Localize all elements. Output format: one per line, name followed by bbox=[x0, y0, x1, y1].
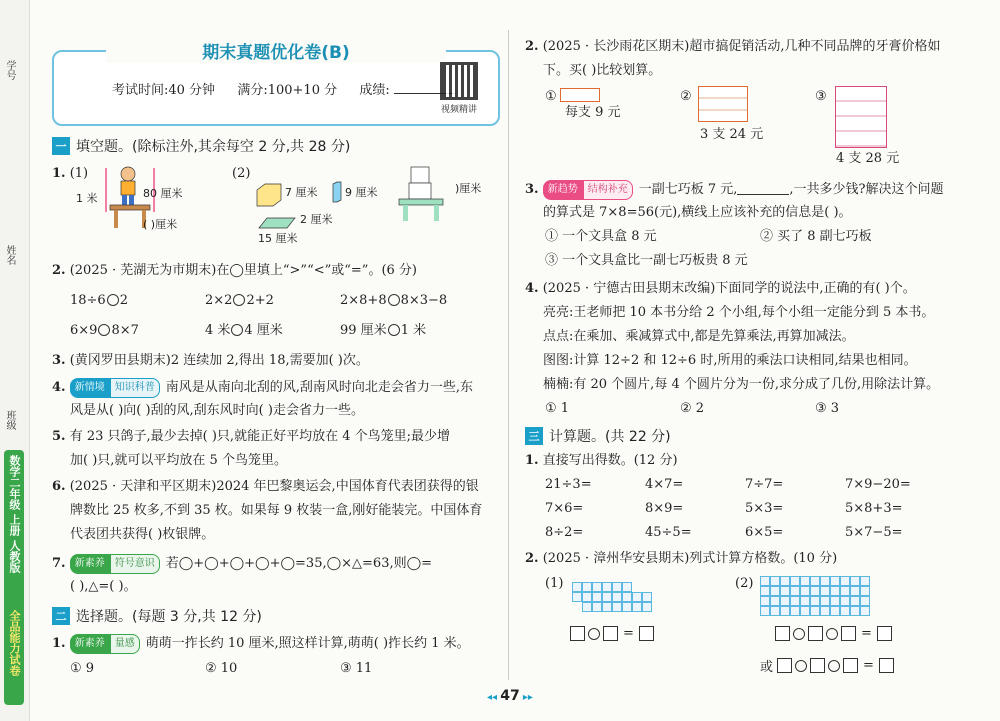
grid-cell bbox=[860, 576, 870, 586]
answer-box[interactable] bbox=[810, 658, 825, 673]
calc-q1: 1. 直接写出得数。(12 分) bbox=[525, 453, 678, 468]
grid-cell bbox=[572, 582, 582, 592]
q1-label-2cm: 2 厘米 bbox=[300, 213, 333, 226]
toothpaste-1-icon bbox=[560, 88, 600, 102]
answer-box[interactable] bbox=[775, 626, 790, 641]
q1-part2: (2) bbox=[232, 166, 251, 181]
grid-cell bbox=[790, 606, 800, 616]
q5: 5. 有 23 只鸽子,最少去掉( )只,就能正好平均放在 4 个鸟笼里;最少增 bbox=[52, 429, 450, 444]
choice-q3: 3. 新趋势 结构补充 一副七巧板 7 元, ,一共多少钱?解决这个问题 bbox=[525, 180, 944, 200]
q7-line2: ( ),△=( )。 bbox=[70, 579, 137, 594]
grid-cell bbox=[850, 606, 860, 616]
answer-box[interactable] bbox=[841, 626, 856, 641]
q1-answer-1[interactable]: ( )厘米 bbox=[143, 218, 178, 231]
grid-cell bbox=[602, 582, 612, 592]
grid-cell bbox=[830, 586, 840, 596]
choice-q4-options bbox=[545, 400, 875, 418]
grid-cell bbox=[780, 606, 790, 616]
q7: 7. 新素养 符号意识 若◯+◯+◯+◯+◯=35,◯×△=63,则◯= bbox=[52, 554, 432, 574]
option[interactable]: ① 1 bbox=[545, 401, 570, 416]
grid-cell bbox=[850, 596, 860, 606]
option-2-price: 3 支 24 元 bbox=[700, 127, 764, 142]
grid-cell bbox=[840, 606, 850, 616]
grid-cell bbox=[820, 596, 830, 606]
grid-cell bbox=[800, 596, 810, 606]
statement-nannan: 楠楠:有 20 个圆片,每 4 个圆片分为一份,求分成了几份,用除法计算。 bbox=[543, 377, 940, 392]
grid-cell bbox=[642, 602, 652, 612]
answer-box[interactable] bbox=[808, 626, 823, 641]
stacked-boxes-on-stool bbox=[395, 165, 455, 223]
calc-item[interactable]: 5×8+3= bbox=[845, 501, 903, 516]
compare-circle[interactable] bbox=[107, 294, 119, 306]
grid-cell bbox=[790, 576, 800, 586]
section-choice bbox=[52, 606, 262, 626]
calc-item[interactable]: 8÷2= bbox=[545, 525, 584, 540]
comparison-item: 18÷6 2 bbox=[70, 293, 128, 308]
grid-cell bbox=[622, 592, 632, 602]
section-calculation bbox=[525, 426, 671, 446]
grid-figure-1 bbox=[572, 582, 652, 612]
q1-label-cm: 80 厘米 bbox=[143, 187, 183, 200]
option[interactable]: ③ 3 bbox=[815, 401, 840, 416]
q6-line3: 代表团共获得( )枚银牌。 bbox=[70, 527, 215, 542]
option-3-marker[interactable]: ③ bbox=[815, 89, 827, 104]
calc-item[interactable]: 7×6= bbox=[545, 501, 584, 516]
calc-item[interactable]: 7×9−20= bbox=[845, 477, 911, 492]
grid-cell bbox=[820, 586, 830, 596]
grid-cell bbox=[820, 606, 830, 616]
grid-cell bbox=[840, 586, 850, 596]
grid-cell bbox=[612, 592, 622, 602]
calc-item[interactable]: 8×9= bbox=[645, 501, 684, 516]
spine-text-student-id: 学号 bbox=[4, 60, 15, 80]
option[interactable]: ① 9 bbox=[70, 661, 95, 676]
grid-cell bbox=[622, 582, 632, 592]
compare-circle[interactable] bbox=[233, 294, 245, 306]
grid-cell bbox=[860, 596, 870, 606]
badge-new-trend: 新趋势 bbox=[543, 180, 583, 200]
grid-cell bbox=[602, 602, 612, 612]
choice-q1-options bbox=[70, 660, 440, 678]
full-score: 满分:100+10 分 bbox=[237, 83, 338, 98]
qr-code-icon[interactable] bbox=[440, 62, 478, 100]
grid-cell bbox=[572, 592, 582, 602]
q1: 1. (1) bbox=[52, 166, 89, 181]
statement-liangliang: 亮亮:王老师把 10 本书分给 2 个小组,每个小组一定能分到 5 本书。 bbox=[543, 305, 935, 320]
comparison-item: 6×9 8×7 bbox=[70, 323, 139, 338]
section-title: 选择题。(每题 3 分,共 12 分) bbox=[76, 609, 262, 625]
option[interactable]: ② 10 bbox=[205, 661, 238, 676]
grid-cell bbox=[602, 592, 612, 602]
compare-circle[interactable] bbox=[98, 324, 110, 336]
q3: 3. (黄冈罗田县期末)2 连续加 2,得出 18,需要加( )次。 bbox=[52, 353, 369, 368]
calc-item[interactable]: 6×5= bbox=[745, 525, 784, 540]
exam-time: 考试时间:40 分钟 bbox=[112, 83, 216, 98]
grid-cell bbox=[642, 582, 652, 592]
calc-item[interactable]: 45÷5= bbox=[645, 525, 692, 540]
q1-label-15cm: 15 厘米 bbox=[258, 232, 298, 245]
calc-item[interactable]: 7÷7= bbox=[745, 477, 784, 492]
calc-item[interactable]: 21÷3= bbox=[545, 477, 592, 492]
grid-cell bbox=[770, 596, 780, 606]
comparison-item: 4 米 4 厘米 bbox=[205, 323, 283, 338]
section-number-icon: 一 bbox=[52, 137, 70, 155]
grid-cell bbox=[612, 582, 622, 592]
grid-cell bbox=[770, 586, 780, 596]
grid-cell bbox=[810, 606, 820, 616]
badge-structure: 结构补充 bbox=[583, 180, 633, 200]
grid-cell bbox=[592, 602, 602, 612]
grid-cell bbox=[622, 602, 632, 612]
page-title: 期末真题优化卷(B) bbox=[106, 38, 446, 63]
grid-cell bbox=[760, 606, 770, 616]
grid-cell bbox=[780, 586, 790, 596]
grid-cell bbox=[800, 576, 810, 586]
section-title: 计算题。(共 22 分) bbox=[549, 429, 671, 445]
grid-cell bbox=[760, 586, 770, 596]
calc-q1-items bbox=[545, 476, 965, 542]
grid-cell bbox=[770, 576, 780, 586]
page-number-bar: ◂◂ 47 ▸▸ bbox=[487, 688, 533, 704]
grid-cell bbox=[830, 606, 840, 616]
grid-cell bbox=[632, 592, 642, 602]
score-label: 成绩: bbox=[359, 83, 390, 98]
q1-answer-2[interactable]: )厘米 bbox=[455, 182, 482, 195]
grid-cell bbox=[810, 586, 820, 596]
section-title: 填空题。(除标注外,其余每空 2 分,共 28 分) bbox=[76, 139, 351, 155]
option-3-price: 4 支 28 元 bbox=[836, 151, 900, 166]
grid-cell bbox=[840, 596, 850, 606]
calc-item[interactable]: 5×3= bbox=[745, 501, 784, 516]
answer-box[interactable] bbox=[570, 626, 585, 641]
answer-box[interactable] bbox=[777, 658, 792, 673]
q4-line2: 风是从( )向( )刮的风,刮东风时向( )走会省力一些。 bbox=[70, 403, 364, 418]
operator-circle[interactable] bbox=[795, 660, 807, 672]
operator-circle[interactable] bbox=[828, 660, 840, 672]
grid-cell bbox=[790, 586, 800, 596]
badge-new-literacy: 新素养 bbox=[70, 554, 110, 574]
grid-cell bbox=[830, 596, 840, 606]
section-fill-blanks bbox=[52, 136, 350, 156]
option-1-price: 每支 9 元 bbox=[565, 105, 621, 120]
section-number-icon: 二 bbox=[52, 607, 70, 625]
grid-cell bbox=[770, 606, 780, 616]
grid-cell bbox=[582, 592, 592, 602]
choice-q1: 1. 新素养 量感 萌萌一拃长约 10 厘米,照这样计算,萌萌( )拃长约 1 米。 bbox=[52, 634, 470, 654]
q2-items bbox=[70, 292, 490, 340]
grid-cell bbox=[582, 582, 592, 592]
toothpaste-2-icon bbox=[698, 86, 748, 122]
option[interactable]: ② 2 bbox=[680, 401, 705, 416]
operator-circle[interactable] bbox=[588, 628, 600, 640]
grid-cell bbox=[582, 602, 592, 612]
section-number-icon: 三 bbox=[525, 427, 543, 445]
badge-new-context: 新情境 bbox=[70, 378, 110, 398]
calc-q2: 2. (2025 · 漳州华安县期末)列式计算方格数。(10 分) bbox=[525, 551, 838, 566]
q4: 4. 新情境 知识科普 南风是从南向北刮的风,刮南风时向北走会省力一些,东 bbox=[52, 378, 473, 398]
badge-new-literacy: 新素养 bbox=[70, 634, 110, 654]
answer-boxes-1[interactable]: = bbox=[570, 626, 654, 641]
spine-brand: 全品能力试卷 bbox=[8, 610, 21, 676]
choice-q3-opt1[interactable]: ① 一个文具盒 8 元 bbox=[545, 229, 657, 244]
exam-info bbox=[112, 82, 454, 100]
operator-circle[interactable] bbox=[826, 628, 838, 640]
choice-q3-line2: 的算式是 7×8=56(元),横线上应该补充的信息是( )。 bbox=[543, 205, 852, 220]
q1-label-7cm: 7 厘米 bbox=[285, 186, 318, 199]
answer-box[interactable] bbox=[639, 626, 654, 641]
grid-cell bbox=[572, 602, 582, 612]
q5-line2: 加( )只,就可以平均放在 5 个鸟笼里。 bbox=[70, 453, 287, 468]
option-1-marker[interactable]: ① bbox=[545, 89, 557, 104]
grid-cell bbox=[760, 576, 770, 586]
q1-label-9cm: 9 厘米 bbox=[345, 186, 378, 199]
grid-cell bbox=[760, 596, 770, 606]
option[interactable]: ③ 11 bbox=[340, 661, 373, 676]
answer-box[interactable] bbox=[843, 658, 858, 673]
comparison-item: 2×2 2+2 bbox=[205, 293, 274, 308]
grid-cell bbox=[632, 582, 642, 592]
q6-line2: 牌数比 25 枚多,不到 35 枚。如果每 9 枚装一盒,刚好能装完。中国体育 bbox=[70, 503, 483, 518]
option-2-marker[interactable]: ② bbox=[680, 89, 692, 104]
q6: 6. (2025 · 天津和平区期末)2024 年巴黎奥运会,中国体育代表团获得的银 bbox=[52, 479, 479, 494]
grid-cell bbox=[810, 596, 820, 606]
operator-circle[interactable] bbox=[793, 628, 805, 640]
answer-blank[interactable] bbox=[737, 183, 789, 195]
grid-cell bbox=[810, 576, 820, 586]
answer-box[interactable] bbox=[877, 626, 892, 641]
spine-text-class: 班级 bbox=[4, 410, 15, 430]
choice-q4: 4. (2025 · 宁德古田县期末改编)下面同学的说法中,正确的有( )个。 bbox=[525, 281, 916, 296]
grid-cell bbox=[800, 586, 810, 596]
answer-box[interactable] bbox=[879, 658, 894, 673]
grid-cell bbox=[850, 586, 860, 596]
qr-caption: 视频精讲 bbox=[440, 105, 477, 115]
statement-tutu: 图图:计算 12÷2 和 12÷6 时,所用的乘法口诀相同,结果也相同。 bbox=[543, 353, 917, 368]
comparison-item: 2×8+8 8×3−8 bbox=[340, 293, 448, 308]
compare-circle[interactable] bbox=[388, 324, 400, 336]
grid-figure-2 bbox=[760, 576, 870, 616]
compare-circle[interactable] bbox=[231, 324, 243, 336]
grid-cell bbox=[592, 582, 602, 592]
grid-cell bbox=[642, 592, 652, 602]
grid-cell bbox=[860, 586, 870, 596]
grid-cell bbox=[840, 576, 850, 586]
page-number: 47 bbox=[500, 688, 520, 704]
calc-item[interactable]: 4×7= bbox=[645, 477, 684, 492]
badge-quantity-sense: 量感 bbox=[110, 634, 140, 654]
grid-cell bbox=[632, 602, 642, 612]
grid-cell bbox=[800, 606, 810, 616]
q2: 2. (2025 · 芜湖无为市期末)在◯里填上“>”“<”或“=”。(6 分) bbox=[52, 263, 417, 278]
grid-cell bbox=[790, 596, 800, 606]
toothpaste-3-icon bbox=[835, 86, 887, 148]
answer-boxes-2[interactable]: = bbox=[775, 626, 892, 641]
or-label: 或 bbox=[760, 660, 774, 675]
grid-cell bbox=[860, 606, 870, 616]
choice-q2-line2: 下。买( )比较划算。 bbox=[543, 63, 662, 78]
choice-q3-opt3[interactable]: ③ 一个文具盒比一副七巧板贵 8 元 bbox=[545, 253, 748, 268]
grid-cell bbox=[830, 576, 840, 586]
choice-q2: 2. (2025 · 长沙雨花区期末)超市搞促销活动,几种不同品牌的牙膏价格如 bbox=[525, 39, 941, 54]
statement-diandian: 点点:在乘加、乘减算式中,都是先算乘法,再算加减法。 bbox=[543, 329, 855, 344]
grid-cell bbox=[612, 602, 622, 612]
calc-item[interactable]: 5×7−5= bbox=[845, 525, 903, 540]
answer-boxes-3[interactable]: 或 = bbox=[760, 656, 894, 675]
grid-cell bbox=[850, 576, 860, 586]
badge-knowledge: 知识科普 bbox=[110, 378, 160, 398]
spine-text-name: 姓名 bbox=[4, 245, 15, 265]
badge-symbol-sense: 符号意识 bbox=[110, 554, 160, 574]
q1-label-height: 1 米 bbox=[76, 192, 98, 205]
grid-cell bbox=[820, 576, 830, 586]
grid-cell bbox=[780, 596, 790, 606]
grid-cell bbox=[780, 576, 790, 586]
calc-q2-part2: (2) bbox=[735, 576, 754, 591]
answer-box[interactable] bbox=[603, 626, 618, 641]
grid-cell bbox=[592, 592, 602, 602]
spine-book-label: 数学二年级 上册 人教版 bbox=[8, 455, 21, 573]
calc-q2-part1: (1) bbox=[545, 576, 564, 591]
column-divider bbox=[508, 30, 509, 680]
comparison-item: 99 厘米 1 米 bbox=[340, 323, 427, 338]
choice-q3-opt2[interactable]: ② 买了 8 副七巧板 bbox=[760, 229, 872, 244]
compare-circle[interactable] bbox=[388, 294, 400, 306]
